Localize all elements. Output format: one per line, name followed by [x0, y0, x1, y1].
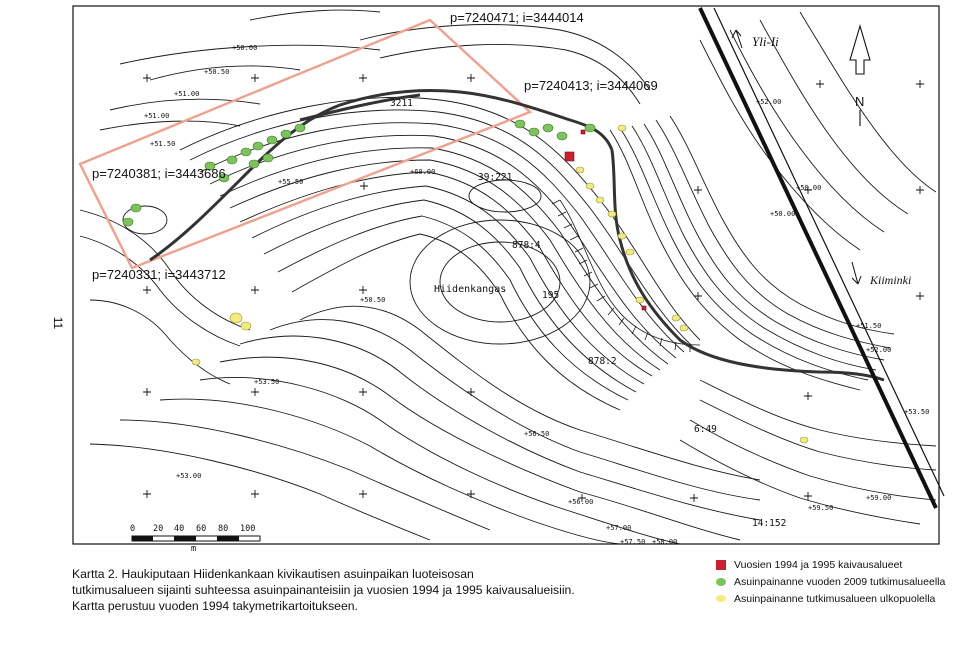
pit-green — [281, 130, 291, 138]
legend-item-pits-outside — [716, 590, 945, 607]
pit-green — [295, 124, 305, 132]
pit-yellow — [626, 249, 634, 255]
pit-green — [529, 128, 539, 136]
legend-item-excavation — [716, 556, 945, 573]
pit-green — [131, 204, 141, 212]
pit-green — [249, 160, 259, 168]
north-arrow-icon — [850, 26, 870, 74]
elevation-label: +60.00 — [410, 168, 436, 176]
elevation-label: +57.00 — [606, 524, 632, 532]
pit-green — [263, 154, 273, 162]
red-square-icon — [716, 560, 726, 570]
pit-yellow — [192, 359, 200, 365]
pit-yellow — [618, 233, 626, 239]
river-arrows — [732, 30, 861, 284]
caption-line-2: tutkimusalueen sijainti suhteessa asuinpainanteisiin ja vuosien 1994 ja 1995 kaivausalueisiin. — [72, 583, 575, 597]
elevation-label: +53.50 — [904, 408, 930, 416]
yellow-dot-icon — [716, 595, 726, 602]
legend-label: Asuinpainanne tutkimusalueen ulkopuolella — [734, 592, 936, 605]
elevation-label: +51.00 — [144, 112, 170, 120]
pit-yellow — [800, 437, 808, 443]
elevation-label: +50.00 — [232, 44, 258, 52]
north-label: N — [855, 94, 865, 109]
pit-yellow — [680, 325, 688, 331]
elevation-label: +56.50 — [524, 430, 550, 438]
elevation-label: +57.50 — [620, 538, 646, 546]
elevation-label: +52.00 — [866, 346, 892, 354]
station-14152: 14:152 — [752, 518, 787, 529]
elevation-label: +51.50 — [856, 322, 882, 330]
legend-label: Asuinpainanne vuoden 2009 tutkimusalueella — [734, 575, 946, 588]
elevation-label: +51.50 — [150, 140, 176, 148]
pit-yellow — [672, 315, 680, 321]
elevation-label: +55.50 — [278, 178, 304, 186]
elevation-label: +53.50 — [254, 378, 280, 386]
excavation-area — [565, 152, 574, 161]
scale-tick-0: 0 — [130, 524, 136, 534]
label-hiidenkangas: Hiidenkangas — [434, 284, 507, 295]
pit-green — [123, 218, 133, 226]
pit-green — [227, 156, 237, 164]
elevation-label: +56.00 — [568, 498, 594, 506]
pit-yellow — [608, 211, 616, 217]
elevation-label: +59.00 — [866, 494, 892, 502]
scale-bar — [132, 536, 260, 541]
caption-line-3: Kartta perustuu vuoden 1994 takymetrikartoitukseen. — [72, 599, 358, 613]
scale-tick-40: 40 — [174, 524, 185, 534]
pit-yellow — [636, 297, 644, 303]
pit-yellow — [586, 183, 594, 189]
elevation-label: +59.50 — [808, 504, 834, 512]
legend-item-pits-2009 — [716, 573, 945, 590]
pit-yellow — [596, 197, 604, 203]
coord-west: p=7240381; i=3443686 — [92, 166, 226, 181]
excavation-area — [581, 130, 585, 134]
elevation-label: +50.00 — [770, 210, 796, 218]
label-kiiminki: Kiiminki — [870, 273, 912, 287]
scale-tick-100: 100 — [240, 524, 256, 534]
elevation-label: +51.00 — [174, 90, 200, 98]
green-dot-icon — [716, 578, 726, 586]
pit-green — [515, 120, 525, 128]
coord-top: p=7240471; i=3444014 — [450, 10, 584, 25]
station-8784: 878:4 — [512, 240, 541, 251]
elevation-label: +50.50 — [204, 68, 230, 76]
excavation-area — [642, 306, 646, 310]
elevation-label: +52.00 — [756, 98, 782, 106]
pit-yellow — [618, 125, 626, 131]
map-legend — [716, 556, 945, 607]
pit-yellow — [241, 322, 251, 330]
station-3211: 3211 — [390, 98, 413, 109]
scale-tick-60: 60 — [196, 524, 207, 534]
elevation-label: +53.00 — [176, 472, 202, 480]
north-arrow — [850, 26, 870, 126]
coord-southwest: p=7240331; i=3443712 — [92, 267, 226, 282]
elevation-label: +50.50 — [360, 296, 386, 304]
study-area-outline — [80, 20, 530, 268]
pit-yellow — [230, 313, 242, 323]
station-195: 195 — [542, 290, 560, 301]
pit-green — [253, 142, 263, 150]
caption-line-1: Kartta 2. Haukiputaan Hiidenkankaan kivikautisen asuinpaikan luoteisosan — [72, 567, 474, 581]
page-number: 11 — [51, 316, 66, 330]
pit-yellow — [576, 167, 584, 173]
station-39221: 39:221 — [478, 172, 513, 183]
pit-green — [241, 148, 251, 156]
pit-green — [585, 124, 595, 132]
main-road — [700, 8, 944, 508]
scale-tick-80: 80 — [218, 524, 229, 534]
pit-green — [267, 136, 277, 144]
elevation-label: +58.00 — [652, 538, 678, 546]
pit-green — [543, 124, 553, 132]
label-yli-ii: Yli-Ii — [752, 34, 779, 49]
coord-northeast: p=7240413; i=3444069 — [524, 78, 658, 93]
scale-tick-20: 20 — [153, 524, 164, 534]
elevation-label: +50.00 — [796, 184, 822, 192]
pit-green — [557, 132, 567, 140]
map-caption — [72, 566, 632, 614]
scale-unit: m — [191, 544, 197, 554]
legend-label: Vuosien 1994 ja 1995 kaivausalueet — [734, 558, 903, 571]
station-649: 6:49 — [694, 424, 717, 435]
station-8782: 878:2 — [588, 356, 617, 367]
